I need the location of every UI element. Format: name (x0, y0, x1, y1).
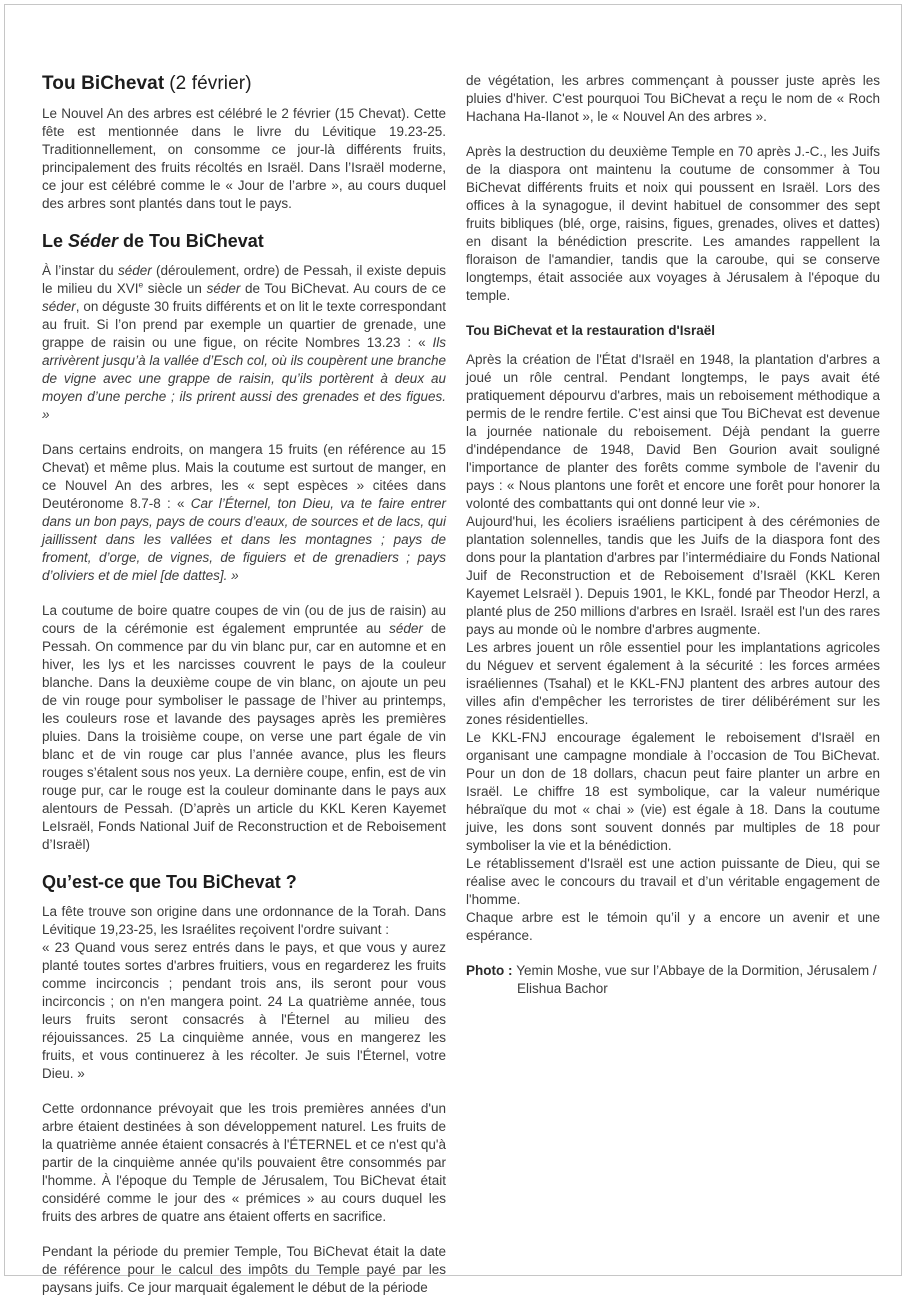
paragraph-ordonnance: Cette ordonnance prévoyait que les trois premières années d'un arbre étaient destinées à son développement naturel. Les fruits de la quatrième année étaient consacrés à l'ÉTERNEL et ce n'est qu'à partir de la cinquième année qu'ils pouvaient être consommés par l'homme. À l'époque du Temple de Jérusalem, Tou BiChevat était considéré comme le jour des « prémices » au cours duquel les fruits des arbres de quatre ans étaient offerts en sacrifice. (42, 1101, 446, 1224)
paragraph-torah: La fête trouve son origine dans une ordonnance de la Torah. Dans Lévitique 19,23-25, les Israélites reçoivent l'ordre suivant : « 23 Quand vous serez entrés dans le pays, et que vous y aurez planté toutes sortes d'arbres fruitiers, vous en regarderez les fruits comme incirconcis ; pendant trois ans, ils seront pour vous incirconcis ; on n'en mangera point. 24 La quatrième année, tous leurs fruits seront consacrés à l'Éternel au milieu des réjouissances. 25 La cinquième année, vous en mangerez les fruits, et vous continuerez à les récolter. Je suis l'Éternel, votre Dieu. » (42, 904, 446, 1081)
paragraph-diaspora: Après la destruction du deuxième Temple en 70 après J.-C., les Juifs de la diaspora ont maintenu la coutume de consommer à Tou BiChevat différents fruits et noix qui poussent en Israël. Lors des offices à la synagogue, il devint habituel de consommer des sept fruits bibliques (blé, orge, raisins, figues, grenades, olives et dattes) en disant la bénédiction prescrite. Les amandes rappellent la floraison de l'amandier, tandis que la caroube, qui se conserve longtemps, était associée aux voyages à Jérusalem à l'époque du temple. (466, 144, 880, 303)
paragraph-premier-temple: Pendant la période du premier Temple, Tou BiChevat était la date de référence pour le calcul des impôts du Temple payé par les paysans juifs. Ce jour marquait également le début de la période (42, 1244, 446, 1295)
paragraph-quatre-coupes: La coutume de boire quatre coupes de vin (ou de jus de raisin) au cours de la cérémonie est également empruntée au séder de Pessah. On commence par du vin blanc pur, car en automne et en hiver, les lys et les narcisses couvrent le pays de la couleur blanche. Dans la deuxième coupe de vin blanc, on ajoute un peu de vin rouge pour symboliser le passage de l’hiver au printemps, les couleurs rose et lavande des paysages après les premières pluies. Dans la troisième coupe, on verse une part égale de vin blanc et de vin rouge car plus l’année avance, plus les fleurs rouges s’étalent sous nos yeux. La dernière coupe, enfin, est de vin rouge pur, car le rouge est la couleur dominante dans le pays aux alentours de Pessah. (D’après un article du KKL Keren Kayemet LeIsraël, Fonds National Juif de Reconstruction et de Reboisement d’Israël) (42, 603, 446, 852)
section-heading-restauration: Tou BiChevat et la restauration d'Israël (466, 323, 716, 338)
paragraph-chaque-arbre: Chaque arbre est le témoin qu’il y a encore un avenir et une espérance. (466, 910, 880, 943)
paragraph-neguev: Les arbres jouent un rôle essentiel pour les implantations agricoles du Néguev et servent également à la sécurité : les forces armées israéliennes (Tsahal) et le KKL-FNJ plantent des arbres autour des villes afin d'empêcher les terroristes de tirer délibérément sur les zones résidentielles. (466, 640, 880, 727)
right-column (466, 72, 880, 998)
photo-caption: Photo : Yemin Moshe, vue sur l’Abbaye de la Dormition, Jérusalem / Elishua Bachor (466, 963, 877, 996)
paragraph-retablissement: Le rétablissement d'Israël est une action puissante de Dieu, qui se réalise avec le concours du travail et d’un véritable engagement de l'homme. (466, 856, 880, 907)
paragraph-kkl-fnj: Le KKL-FNJ encourage également le reboisement d'Israël en organisant une campagne mondiale à l’occasion de Tou BiChevat. Pour un don de 18 dollars, chacun peut faire planter un arbre en Israël. Le chiffre 18 est symbolique, car la valeur numérique hébraïque du mot « chai » (vie) est égale à 18. Dans la coutume juive, les dons sont souvent donnés par multiples de 18 pour symboliser la vie et la bénédiction. (466, 730, 880, 853)
paragraph-sept-especes: Dans certains endroits, on mangera 15 fruits (en référence au 15 Chevat) et même plus. Mais la coutume est surtout de manger, en ce Nouvel An des arbres, les « sept espèces » citées dans Deutéronome 8.7-8 : « Car l’Éternel, ton Dieu, va te faire entrer dans un bon pays, pays de cours d’eaux, de sources et de lacs, qui jaillissent dans les vallées et dans les montagnes ; pays de froment, d’orge, de vignes, de figuiers et de grenadiers ; pays d’oliviers et de miel [de dattes]. » (42, 442, 446, 583)
page-title: Tou BiChevat (2 février) (42, 73, 252, 94)
paragraph-seder: À l’instar du séder (déroulement, ordre) de Pessah, il existe depuis le milieu du XVIe siècle un séder de Tou BiChevat. Au cours de ce séder, on déguste 30 fruits différents et on lit le texte correspondant au fruit. Si l’on prend par exemple un quartier de grenade, une grappe de raisin ou une figue, on récite Nombres 13.23 : « Ils arrivèrent jusqu’à la vallée d’Esch col, où ils coupèrent une branche de vigne avec une grappe de raisin, qu’ils portèrent à deux au moyen d’une perche ; ils prirent aussi des grenades et des figues. » (42, 263, 446, 422)
paragraph-ecoliers: Aujourd'hui, les écoliers israéliens participent à des cérémonies de plantation solennelles, tandis que les Juifs de la diaspora font des dons pour la plantation d'arbres par l’intermédiaire du Fonds National Juif de Reconstruction et de Reboisement d’Israël (KKL Keren Kayemet LeIsraël ). Depuis 1901, le KKL, fondé par Theodor Herzl, a planté plus de 250 millions d'arbres en Israël. Israël est l'un des rares pays au monde où le nombre d'arbres augmente. (466, 514, 880, 637)
paragraph-creation-etat: Après la création de l'État d'Israël en 1948, la plantation d'arbres a joué un rôle central. Pendant longtemps, le pays avait été pratiquement dépourvu d'arbres, mais un reboisement méthodique a permis de le rendre fertile. C’est ainsi que Tou BiChevat est devenue la journée nationale du reboisement. Déjà pendant la guerre d'indépendance de 1948, David Ben Gourion avait souligné l'importance de planter des forêts comme symbole de l'avenir du pays : « Nous plantons une forêt et encore une forêt pour honorer la volonté des combattants qui ont donné leur vie ». (466, 352, 880, 511)
section-heading-seder: Le Séder de Tou BiChevat (42, 231, 264, 251)
paragraph-vegetation: de végétation, les arbres commençant à pousser juste après les pluies d'hiver. C'est pourquoi Tou BiChevat a reçu le nom de « Roch Hachana Ha-Ilanot », le « Nouvel An des arbres ». (466, 73, 880, 124)
section-heading-quest-ce-que: Qu’est-ce que Tou BiChevat ? (42, 872, 297, 892)
left-column (42, 72, 446, 1297)
paragraph-intro: Le Nouvel An des arbres est célébré le 2 février (15 Chevat). Cette fête est mentionnée dans le livre du Lévitique 19.23-25. Traditionnellement, on consomme ce jour-là différents fruits, principalement des fruits récoltés en Israël. Dans l’Israël moderne, ce jour est célébré comme le « Jour de l’arbre », au cours duquel des arbres sont plantés dans tout le pays. (42, 106, 446, 211)
